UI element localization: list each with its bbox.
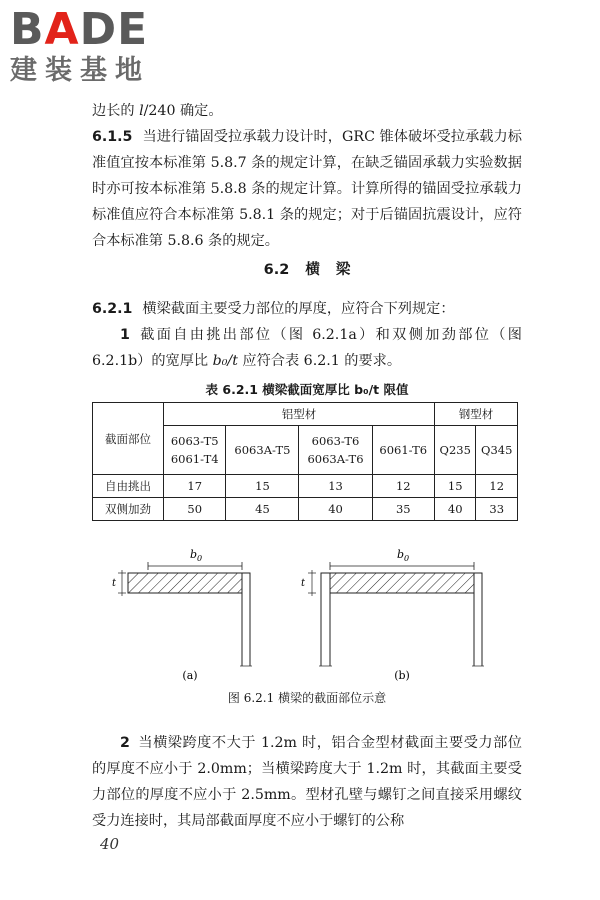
table-cell: 13 [299, 475, 372, 498]
grade-header [226, 426, 299, 475]
dim-label-t-a: t [112, 578, 117, 589]
clause-6-2-1 [92, 296, 522, 322]
grade-header [372, 426, 434, 475]
text-fragment: /240 确定。 [143, 103, 223, 119]
grade-line: 6061-T4 [170, 452, 219, 466]
grade-header [434, 426, 475, 475]
item-number: 2 [120, 735, 130, 751]
table-cell: 15 [434, 475, 475, 498]
item-number: 1 [120, 327, 130, 343]
table-cell: 17 [164, 475, 226, 498]
table-row-header: 截面部位 [93, 403, 164, 475]
grade-line: 6061-T6 [379, 443, 428, 457]
grade-header [164, 426, 226, 475]
figure-label-a: (a) [182, 669, 198, 682]
grade-line: 6063A-T6 [307, 452, 364, 466]
table-row [93, 475, 518, 498]
width-thickness-table [92, 402, 518, 521]
group-aluminum: 铝型材 [164, 403, 435, 426]
table-cell: 35 [372, 498, 434, 521]
table-caption: 表 6.2.1 横梁截面宽厚比 b₀/t 限值 [205, 382, 409, 397]
logo-subtitle: 建装基地 [10, 55, 150, 86]
section-title-char-2: 梁 [335, 262, 351, 278]
group-steel: 钢型材 [434, 403, 517, 426]
logo-letters-de: DE [79, 4, 149, 55]
cross-section-figure [92, 540, 522, 685]
grade-line: Q235 [439, 443, 471, 457]
variable-ratio: b₀/t [212, 353, 238, 369]
logo-letter-b: B [10, 4, 45, 55]
grade-line: 6063-T6 [311, 434, 360, 448]
item-body: 截面自由挑出部位（图 6.2.1a）和双侧加劲部位（图 6.2.1b）的宽厚比 [92, 327, 522, 369]
grade-line: 6063-T5 [170, 434, 219, 448]
item-body: 应符合表 6.2.1 的要求。 [237, 353, 402, 369]
grade-header [299, 426, 372, 475]
section-title [92, 258, 522, 279]
clause-body: 横梁截面主要受力部位的厚度，应符合下列规定： [142, 301, 455, 317]
dim-b: b [397, 548, 405, 561]
table-row [93, 498, 518, 521]
page-number: 40 [100, 835, 120, 853]
table-cell: 45 [226, 498, 299, 521]
table-cell: 12 [372, 475, 434, 498]
figure-b [301, 548, 484, 682]
text-fragment: 边长的 [92, 103, 140, 119]
row-label: 双侧加劲 [93, 498, 164, 521]
clause-body: 当进行锚固受拉承载力设计时，GRC 锥体破坏受拉承载力标准值宜按本标准第 5.8.7 条的规定计算，在缺乏锚固承载力实验数据时亦可按本标准第 5.8.8 条的规定计算。计算所得的锚固受拉承载力标准值应符合本标准第 5.8.1 条的规定；对于后锚固抗震设计，应符合本标准第 5.8.6 条的规定。 [92, 129, 522, 249]
table-cell: 40 [434, 498, 475, 521]
figure-label-b: (b) [394, 669, 410, 682]
table-cell: 33 [476, 498, 518, 521]
item-body: 当横梁跨度不大于 1.2m 时，铝合金型材截面主要受力部位的厚度不应小于 2.0mm；当横梁跨度大于 1.2m 时，其截面主要受力部位的厚度不应小于 2.5mm。型材孔壁与螺钉之间直接采用螺纹受力连接时，其局部截面厚度不应小于螺钉的公称 [92, 735, 522, 829]
table-cell: 12 [476, 475, 518, 498]
variable-l: l [139, 103, 144, 119]
clause-6-1-5 [92, 124, 522, 254]
table-cell: 50 [164, 498, 226, 521]
hatched-flange-b [330, 573, 474, 593]
section-title-char-1: 横 [305, 262, 320, 278]
table-cell: 40 [299, 498, 372, 521]
clause-number: 6.2.1 [92, 301, 133, 317]
dim-label-b0 [397, 548, 409, 563]
dim-label-b0 [190, 548, 202, 563]
dim-b: b [190, 548, 198, 561]
grade-header [476, 426, 518, 475]
dim-b-sub: 0 [197, 554, 203, 563]
brand-logo [10, 6, 180, 88]
dim-label-t-b: t [301, 578, 306, 589]
grade-line: Q345 [481, 443, 513, 457]
section-number: 6.2 [263, 262, 290, 278]
logo-wordmark [10, 6, 180, 54]
dim-b-sub: 0 [404, 554, 410, 563]
paragraph-top [92, 98, 522, 124]
figure-caption: 图 6.2.1 横梁的截面部位示意 [227, 691, 387, 705]
clause-number: 6.1.5 [92, 129, 133, 145]
table-cell: 15 [226, 475, 299, 498]
item-2 [92, 730, 522, 834]
figure-a [112, 548, 252, 682]
hatched-flange-a [128, 573, 242, 593]
row-label: 自由挑出 [93, 475, 164, 498]
item-1 [92, 322, 522, 374]
grade-line: 6063A-T5 [234, 443, 291, 457]
logo-letter-a: A [44, 4, 80, 55]
